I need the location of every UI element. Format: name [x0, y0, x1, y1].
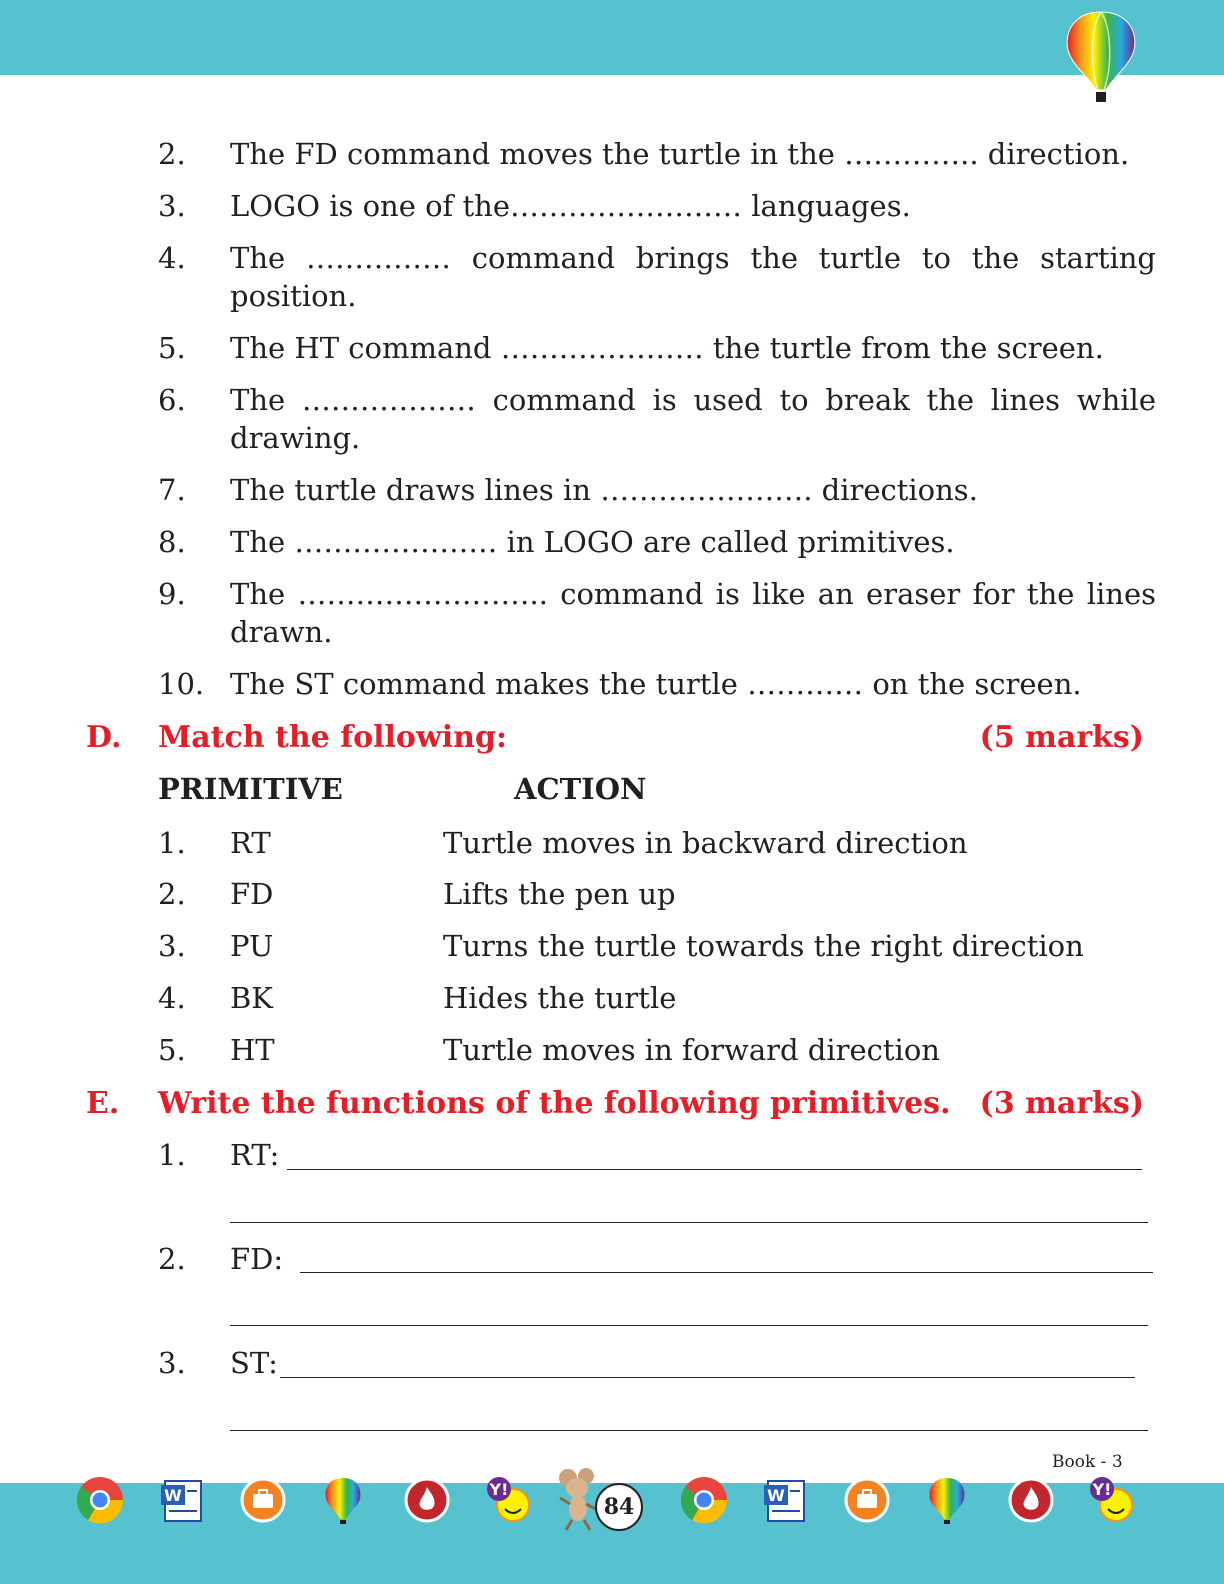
item-text: The turtle draws lines in …………………. directions.: [230, 473, 978, 507]
item-text: position.: [230, 279, 357, 313]
list-item: [0, 241, 1224, 281]
item-text: drawn.: [230, 615, 333, 649]
flame-icon: [1006, 1475, 1056, 1525]
list-item: [0, 525, 1224, 565]
book-label: Book - 3: [1052, 1452, 1123, 1472]
item-number: 2.: [158, 877, 186, 911]
page-number: 84: [595, 1483, 643, 1531]
item-number: 6.: [158, 383, 186, 417]
chrome-icon: [75, 1475, 125, 1525]
answer-item: [0, 1138, 1224, 1178]
list-item: [0, 137, 1224, 177]
word-icon: [157, 1475, 207, 1525]
column-header-primitive: PRIMITIVE: [158, 772, 343, 806]
answer-line[interactable]: [230, 1325, 1148, 1326]
top-header-band: [0, 0, 1224, 75]
item-number: 1.: [158, 1138, 186, 1172]
answer-label: RT:: [230, 1138, 280, 1172]
item-number: 10.: [158, 667, 205, 701]
action: Hides the turtle: [443, 981, 677, 1015]
answer-line[interactable]: [230, 1222, 1148, 1223]
briefcase-icon: [238, 1475, 288, 1525]
svg-text:W: W: [164, 1486, 182, 1505]
answer-line[interactable]: [280, 1377, 1135, 1378]
list-item-continuation: [0, 421, 1224, 461]
item-number: 1.: [158, 826, 186, 860]
item-number: 2.: [158, 1242, 186, 1276]
item-number: 3.: [158, 1346, 186, 1380]
chrome-icon: [679, 1475, 729, 1525]
primitive: BK: [230, 981, 273, 1015]
word-icon: [760, 1475, 810, 1525]
primitive: PU: [230, 929, 274, 963]
item-text: The ST command makes the turtle ………… on the screen.: [230, 667, 1082, 701]
answer-line[interactable]: [287, 1169, 1142, 1170]
section-title: Match the following:: [158, 720, 508, 755]
item-number: 8.: [158, 525, 186, 559]
list-item: [0, 473, 1224, 513]
item-text: The ………………… in LOGO are called primitives.: [230, 525, 955, 559]
list-item: [0, 331, 1224, 371]
primitive: FD: [230, 877, 274, 911]
svg-text:W: W: [767, 1486, 785, 1505]
item-text: LOGO is one of the…………………… languages.: [230, 189, 911, 223]
primitive: RT: [230, 826, 271, 860]
item-number: 9.: [158, 577, 186, 611]
section-marks: (3 marks): [979, 1086, 1144, 1121]
item-text: drawing.: [230, 421, 361, 455]
section-letter: E.: [86, 1086, 120, 1121]
answer-item: [0, 1242, 1224, 1282]
section-marks: (5 marks): [979, 720, 1144, 755]
item-number: 3.: [158, 929, 186, 963]
item-text: The …………………….. command is like an eraser for the lines: [230, 577, 1156, 611]
action: Turtle moves in backward direction: [443, 826, 968, 860]
match-column-headers: [0, 772, 1224, 812]
section-title: Write the functions of the following primitives.: [158, 1086, 951, 1121]
list-item: [0, 383, 1224, 423]
item-text: The HT command ………………… the turtle from the screen.: [230, 331, 1104, 365]
svg-text:Y!: Y!: [1092, 1480, 1112, 1499]
list-item-continuation: [0, 279, 1224, 319]
section-d-heading: [0, 720, 1224, 760]
briefcase-icon: [842, 1475, 892, 1525]
match-row: [0, 826, 1224, 866]
match-row: [0, 1033, 1224, 1073]
match-row: [0, 981, 1224, 1021]
item-number: 7.: [158, 473, 186, 507]
yahoo-icon: [1088, 1475, 1138, 1525]
list-item: [0, 667, 1224, 707]
hot-air-balloon-icon: [1062, 8, 1140, 106]
answer-line[interactable]: [300, 1272, 1153, 1273]
match-row: [0, 929, 1224, 969]
section-letter: D.: [86, 720, 122, 755]
item-number: 2.: [158, 137, 186, 171]
action: Turns the turtle towards the right direction: [443, 929, 1084, 963]
item-text: The FD command moves the turtle in the ………….. direction.: [230, 137, 1130, 171]
balloon-icon: [922, 1475, 972, 1525]
item-text: The ……………… command is used to break the lines while: [230, 383, 1156, 417]
item-number: 5.: [158, 1033, 186, 1067]
item-number: 4.: [158, 241, 186, 275]
flame-icon: [402, 1475, 452, 1525]
match-row: [0, 877, 1224, 917]
primitive: HT: [230, 1033, 275, 1067]
list-item: [0, 189, 1224, 229]
answer-item: [0, 1346, 1224, 1386]
answer-label: FD:: [230, 1242, 284, 1276]
mouse-mascot-icon: [556, 1466, 600, 1532]
item-number: 3.: [158, 189, 186, 223]
list-item: [0, 577, 1224, 617]
section-e-heading: [0, 1086, 1224, 1126]
answer-label: ST:: [230, 1346, 278, 1380]
list-item-continuation: [0, 615, 1224, 655]
column-header-action: ACTION: [514, 772, 647, 806]
balloon-icon: [318, 1475, 368, 1525]
item-number: 4.: [158, 981, 186, 1015]
answer-line[interactable]: [230, 1430, 1148, 1431]
item-text: The …………… command brings the turtle to the starting: [230, 241, 1156, 275]
svg-text:Y!: Y!: [489, 1480, 509, 1499]
action: Turtle moves in forward direction: [443, 1033, 940, 1067]
yahoo-icon: [485, 1475, 535, 1525]
action: Lifts the pen up: [443, 877, 676, 911]
item-number: 5.: [158, 331, 186, 365]
